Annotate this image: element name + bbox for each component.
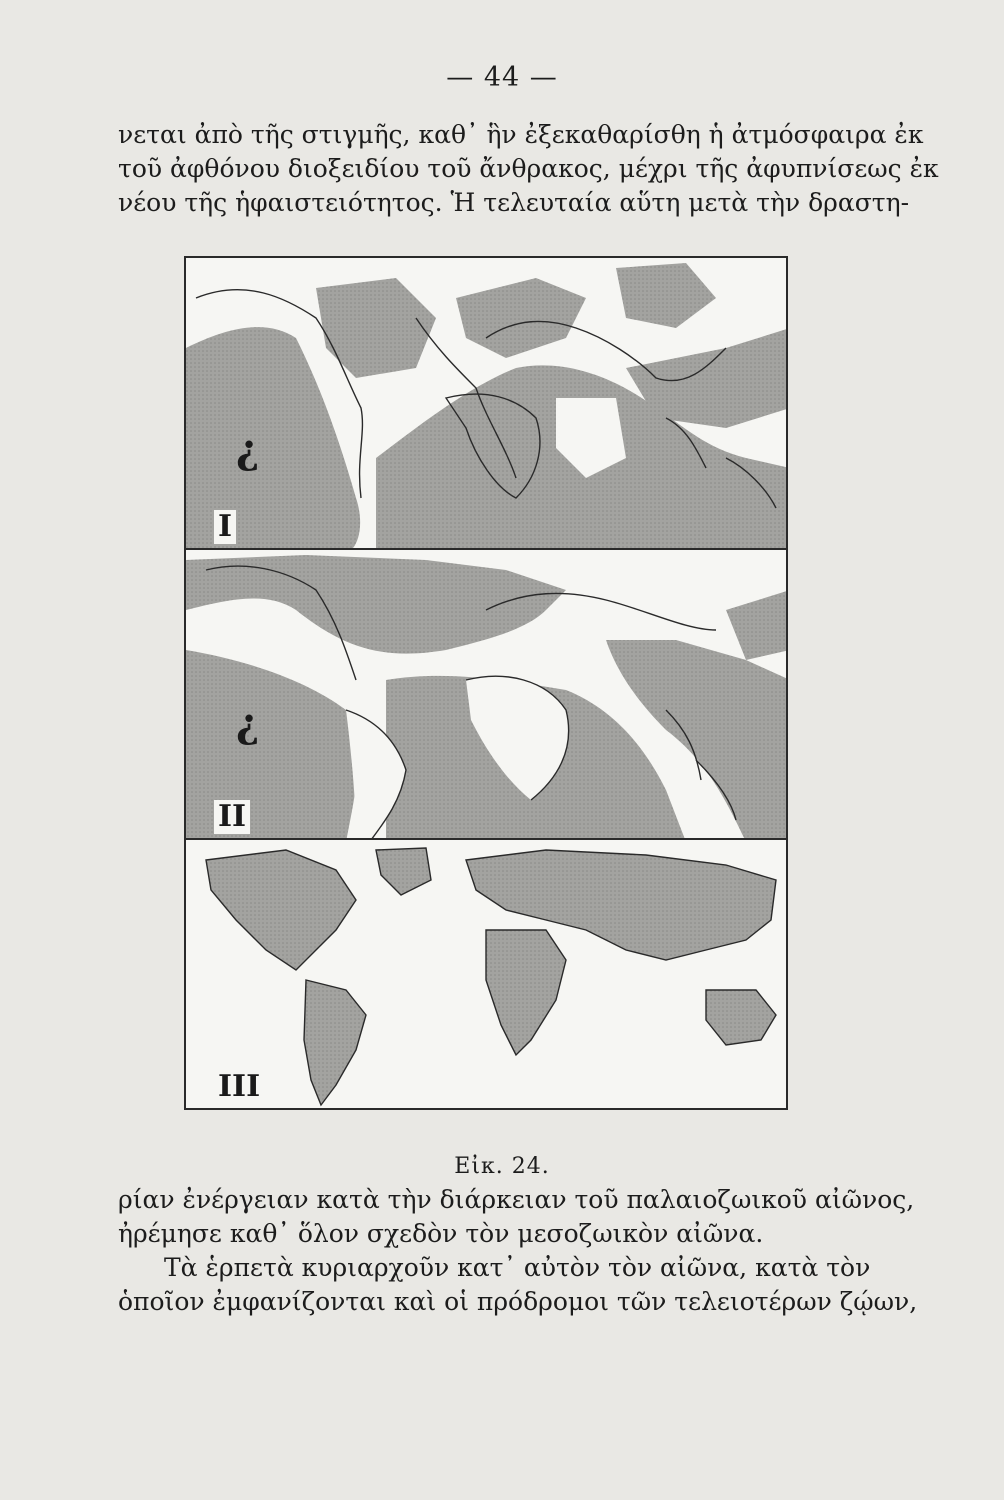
map-panel-3 bbox=[184, 838, 788, 1110]
world-map-3 bbox=[186, 840, 788, 1110]
text-line: νεται ἀπὸ τῆς στιγμῆς, καθ᾽ ἣν ἐξεκαθαρίσθη ἡ ἀτμόσφαιρα ἐκ bbox=[118, 120, 924, 149]
sea-area bbox=[186, 650, 358, 840]
continent-australia bbox=[706, 990, 776, 1045]
panel-label: II bbox=[214, 800, 250, 834]
sea-area bbox=[616, 263, 716, 328]
panel-label: III bbox=[214, 1070, 264, 1104]
text-line: τοῦ ἀφθόνου διοξειδίου τοῦ ἄνθρακος, μέχρι τῆς ἀφυπνίσεως ἐκ bbox=[118, 154, 939, 183]
sea-area bbox=[186, 555, 566, 654]
top-paragraph bbox=[118, 118, 939, 220]
continent-africa bbox=[486, 930, 566, 1055]
continent-greenland bbox=[376, 848, 431, 895]
sea-area bbox=[726, 590, 788, 660]
text-line: ὁποῖον ἐμφανίζονται καὶ οἱ πρόδρομοι τῶν τελειοτέρων ζῴων, bbox=[118, 1287, 918, 1316]
map-panel-1 bbox=[184, 256, 788, 550]
map-panel-2 bbox=[184, 548, 788, 840]
figure-caption: Εἰκ. 24. bbox=[454, 1154, 550, 1179]
world-map-1 bbox=[186, 258, 788, 550]
sea-area bbox=[186, 327, 360, 550]
paleogeographic-maps-figure bbox=[184, 256, 792, 1146]
world-map-2 bbox=[186, 550, 788, 840]
question-mark-symbol: ¿ bbox=[236, 700, 260, 747]
text-line: νέου τῆς ἡφαιστειότητος. Ἡ τελευταία αὕτη μετὰ τὴν δραστη- bbox=[118, 188, 910, 217]
bottom-paragraph bbox=[118, 1183, 918, 1319]
text-line: Τὰ ἑρπετὰ κυριαρχοῦν κατ᾽ αὐτὸν τὸν αἰῶνα, κατὰ τὸν bbox=[164, 1253, 871, 1282]
text-line: ρίαν ἐνέργειαν κατὰ τὴν διάρκειαν τοῦ παλαιοζωικοῦ αἰῶνος, bbox=[118, 1185, 915, 1214]
question-mark-symbol: ¿ bbox=[236, 426, 260, 473]
page-number: — 44 — bbox=[446, 62, 558, 93]
text-line: ἠρέμησε καθ᾽ ὅλον σχεδὸν τὸν μεσοζωικὸν αἰῶνα. bbox=[118, 1219, 764, 1248]
sea-area bbox=[316, 278, 436, 378]
sea-area bbox=[456, 278, 586, 358]
panel-label: I bbox=[214, 510, 236, 544]
